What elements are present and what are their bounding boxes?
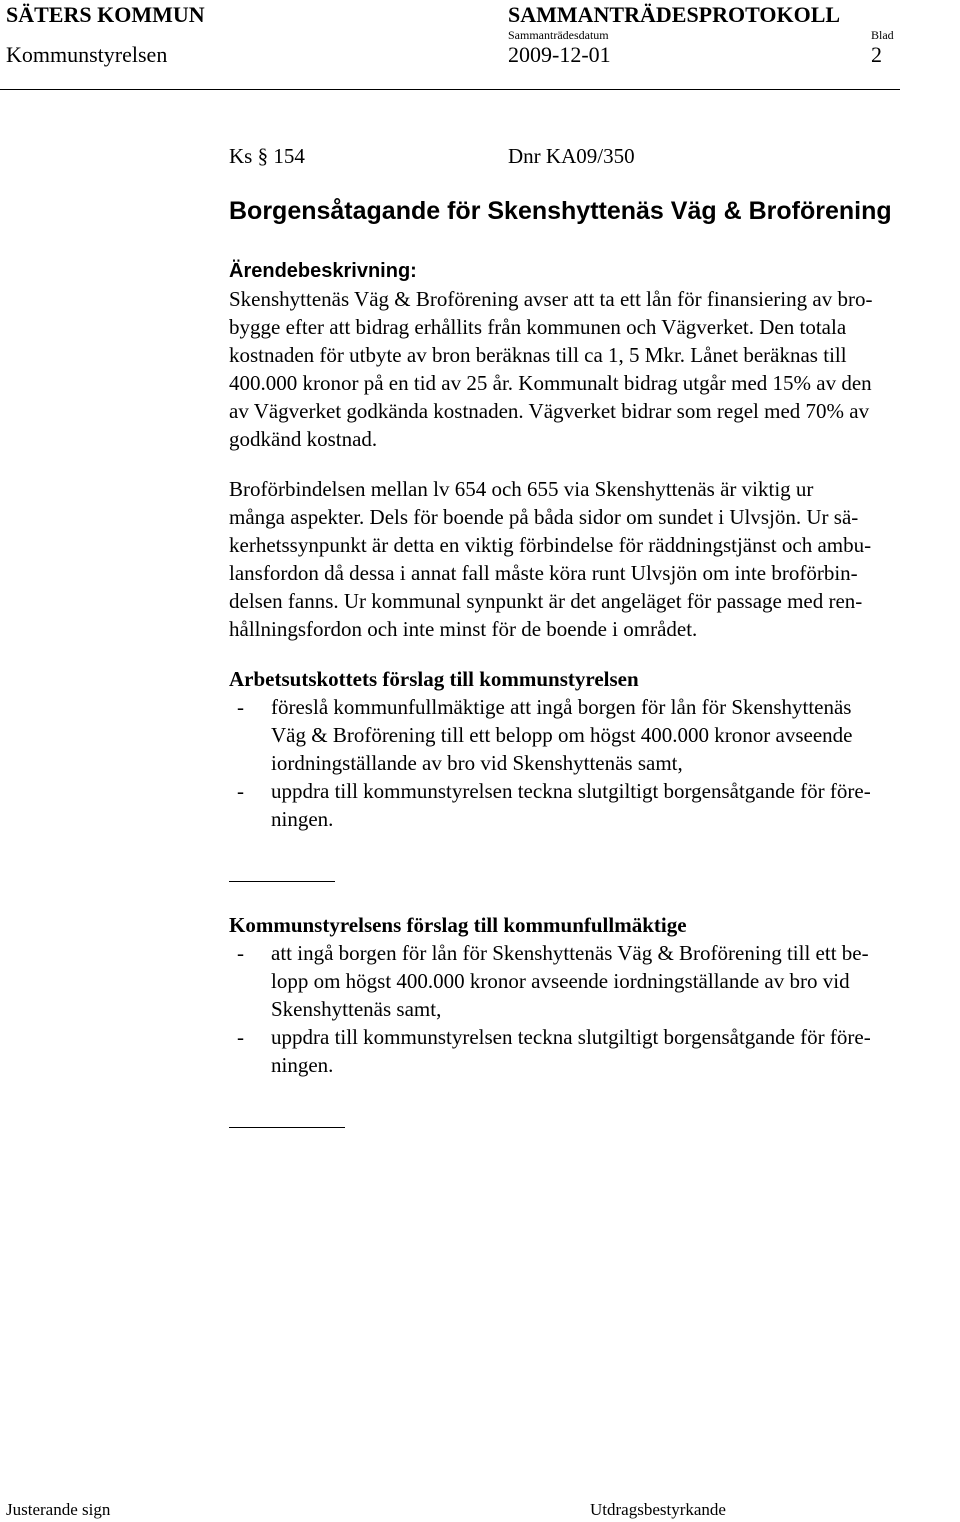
list-line: föreslå kommunfullmäktige att ingå borgen för lån för Skenshyttenäs [271, 695, 852, 719]
list-line: att ingå borgen för lån för Skenshyttenäs Väg & Broförening till ett be- [271, 941, 869, 965]
list-dash: - [237, 695, 244, 719]
list-dash: - [237, 941, 244, 965]
description-section [229, 257, 957, 453]
description-heading: Ärendebeskrivning: [229, 260, 417, 282]
list-line: ningen. [271, 807, 334, 831]
case-number: Ks § 154 [229, 144, 305, 168]
au-proposal-section [229, 665, 957, 833]
list-line: Skenshyttenäs samt, [271, 997, 442, 1021]
paragraph-line: Broförbindelsen mellan lv 654 och 655 via Skenshyttenäs är viktig ur [229, 477, 814, 501]
section-divider [229, 881, 335, 882]
paragraph-line: lansfordon då dessa i annat fall måste köra runt Ulvsjön om inte broförbin- [229, 561, 858, 585]
section-divider [229, 1127, 345, 1128]
description-line: kostnaden för utbyte av bron beräknas till ca 1, 5 Mkr. Lånet beräknas till [229, 343, 847, 367]
list-line: ningen. [271, 1053, 334, 1077]
description-line: bygge efter att bidrag erhållits från kommunen och Vägverket. Den totala [229, 315, 847, 339]
list-item [229, 1023, 957, 1079]
description-line: godkänd kostnad. [229, 427, 378, 451]
case-title: Borgensåtagande för Skenshyttenäs Väg & Broförening [229, 197, 892, 225]
description-line: 400.000 kronor på en tid av 25 år. Kommunalt bidrag utgår med 15% av den [229, 371, 872, 395]
header-divider [0, 89, 900, 90]
case-dnr: Dnr KA09/350 [508, 144, 635, 168]
header-doc-type: SAMMANTRÄDESPROTOKOLL [508, 2, 841, 27]
paragraph-line: delsen fanns. Ur kommunal synpunkt är det angeläget för passage med ren- [229, 589, 863, 613]
list-line: Väg & Broförening till ett belopp om högst 400.000 kronor avseende [271, 723, 853, 747]
ks-proposal-heading: Kommunstyrelsens förslag till kommunfullmäktige [229, 913, 687, 937]
list-line: uppdra till kommunstyrelsen teckna slutgiltigt borgensåtgande för före- [271, 1025, 871, 1049]
ks-proposal-section [229, 911, 957, 1079]
list-item [229, 777, 957, 833]
au-proposal-heading: Arbetsutskottets förslag till kommunstyrelsen [229, 667, 639, 691]
header-department: Kommunstyrelsen [6, 42, 168, 67]
description-paragraph-2 [229, 475, 957, 643]
list-item [229, 693, 957, 777]
list-line: uppdra till kommunstyrelsen teckna slutgiltigt borgensåtgande för före- [271, 779, 871, 803]
paragraph-line: kerhetssynpunkt är detta en viktig förbindelse för räddningstjänst och ambu- [229, 533, 872, 557]
footer-justerande-sign: Justerande sign [6, 1500, 111, 1519]
paragraph-line: hållningsfordon och inte minst för de boende i området. [229, 617, 698, 641]
footer-utdragsbestyrkande: Utdragsbestyrkande [590, 1500, 726, 1519]
list-line: iordningställande av bro vid Skenshyttenäs samt, [271, 751, 683, 775]
description-line: Skenshyttenäs Väg & Broförening avser att ta ett lån för finansiering av bro- [229, 287, 873, 311]
description-line: av Vägverket godkända kostnaden. Vägverket bidrar som regel med 70% av [229, 399, 870, 423]
paragraph-line: många aspekter. Dels för boende på båda sidor om sundet i Ulvsjön. Ur sä- [229, 505, 859, 529]
header-date-label: Sammanträdesdatum [508, 28, 609, 42]
header-page-label: Blad [871, 28, 894, 42]
list-line: lopp om högst 400.000 kronor avseende iordningställande av bro vid [271, 969, 850, 993]
list-dash: - [237, 779, 244, 803]
list-dash: - [237, 1025, 244, 1049]
list-item [229, 939, 957, 1023]
header-date: 2009-12-01 [508, 42, 611, 67]
header-page-number: 2 [871, 42, 882, 67]
header-org: SÄTERS KOMMUN [6, 2, 205, 27]
